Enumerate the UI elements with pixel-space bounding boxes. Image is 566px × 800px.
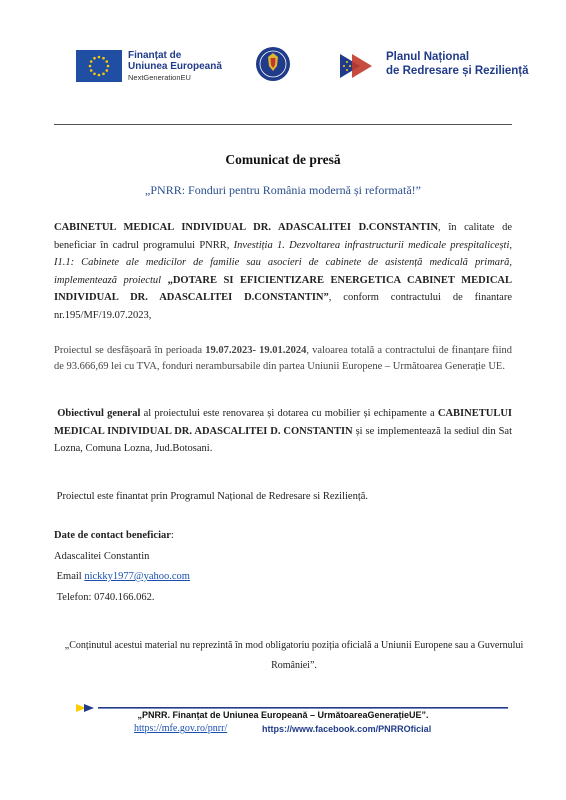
cabinet-name: CABINETULUI MEDICAL INDIVIDUAL DR. ADASCALITEI D. CONSTANTIN — [54, 408, 512, 437]
eu-disclaimer: „Conținutul acestui material nu reprezintă în mod obligatoriu poziția oficială a Uniunii Europene sau a Guvernului României”. — [64, 640, 524, 671]
pnrr-label — [386, 50, 529, 78]
eu-flag-logo — [76, 50, 122, 82]
funding-paragraph — [54, 488, 512, 506]
beneficiary-paragraph — [54, 219, 512, 324]
contact-phone-row — [54, 588, 190, 609]
p3-text-1: al proiectului este renovarea și dotarea cu mobilier și echipamente a — [140, 408, 438, 419]
p2-text-1: Proiectul se desfășoară în perioada — [54, 345, 206, 356]
beneficiary-name: CABINETUL MEDICAL INDIVIDUAL DR. ADASCALITEI D.CONSTANTIN — [54, 222, 439, 233]
p3-text-2: și se implementează la sediul din Sat Lozna, Comuna Lozna, Jud.Botosani. — [54, 425, 512, 454]
email-label: Email — [56, 571, 85, 582]
footer-mfe-link[interactable]: https://mfe.gov.ro/pnrr/ — [134, 723, 228, 734]
pnrr-line-2: de Redresare și Reziliență — [386, 65, 529, 77]
eu-funding-label — [128, 50, 222, 84]
p1-text-1: , în calitate de beneficiar în cadrul programului PNRR, — [54, 222, 513, 251]
contact-phone: Telefon: 0740.166.062. — [56, 591, 155, 603]
footer-tagline: „PNRR. Finanțat de Uniunea Europeană – UrmătoareaGenerațieUE”. — [137, 710, 429, 720]
contact-heading-row — [54, 526, 190, 547]
funding-text: Proiectul este finantat prin Programul Național de Redresare si Reziliență. — [56, 491, 369, 502]
eu-line-2: Uniunea Europeană — [128, 61, 222, 72]
pnrr-emblem-icon — [338, 52, 372, 80]
p1-text-2: , conform contractului de finantare nr.195/MF/19.07.2023, — [54, 292, 512, 321]
coat-of-arms-icon — [255, 44, 291, 84]
project-period: 19.07.2023- 19.01.2024 — [205, 345, 307, 356]
footer-facebook-link[interactable]: https://www.facebook.com/PNRROficial — [262, 724, 432, 734]
eu-line-1: Finanțat de — [128, 50, 182, 61]
contact-heading: Date de contact beneficiar — [54, 530, 171, 541]
contact-name: Adascalitei Constantin — [54, 550, 150, 562]
contact-heading-colon: : — [170, 530, 174, 541]
p2-text-2: , valoarea totală a contractului de finanțare fiind de 93.666,69 lei cu TVA, fonduri nerambursabile din partea Uniunii Europene – Următoarea Generație UE. — [54, 345, 512, 372]
contact-email-row — [54, 567, 190, 588]
objective-label: Obiectivul general — [57, 408, 141, 419]
program-description: Investiția 1. Dezvoltarea infrastructurii medicale prespitalicești, I1.1: Cabinete ale medicilor de familie sau asocieri de cabinete de asistență medicală primară, implementează proiectul — [54, 239, 512, 286]
romanian-government-crest-logo — [255, 44, 291, 84]
eu-stars-icon — [76, 50, 122, 82]
pnrr-logo — [338, 52, 372, 80]
header-divider — [54, 124, 512, 125]
email-link[interactable]: nickky1977@yahoo.com — [84, 571, 190, 582]
period-paragraph — [54, 343, 512, 375]
contact-block — [54, 526, 190, 608]
footer-stripe — [76, 699, 508, 707]
project-name: „DOTARE SI EFICIENTIZARE ENERGETICA CABINET MEDICAL INDIVIDUAL DR. ADASCALITEI D.CONSTANTIN” — [54, 274, 512, 303]
pnrr-line-1: Planul Național — [386, 51, 470, 63]
eu-line-3: NextGenerationEU — [128, 73, 191, 82]
document-subtitle: „PNRR: Fonduri pentru România modernă și reformată!” — [145, 183, 421, 197]
document-title: Comunicat de presă — [225, 152, 341, 167]
objective-paragraph — [54, 405, 512, 458]
